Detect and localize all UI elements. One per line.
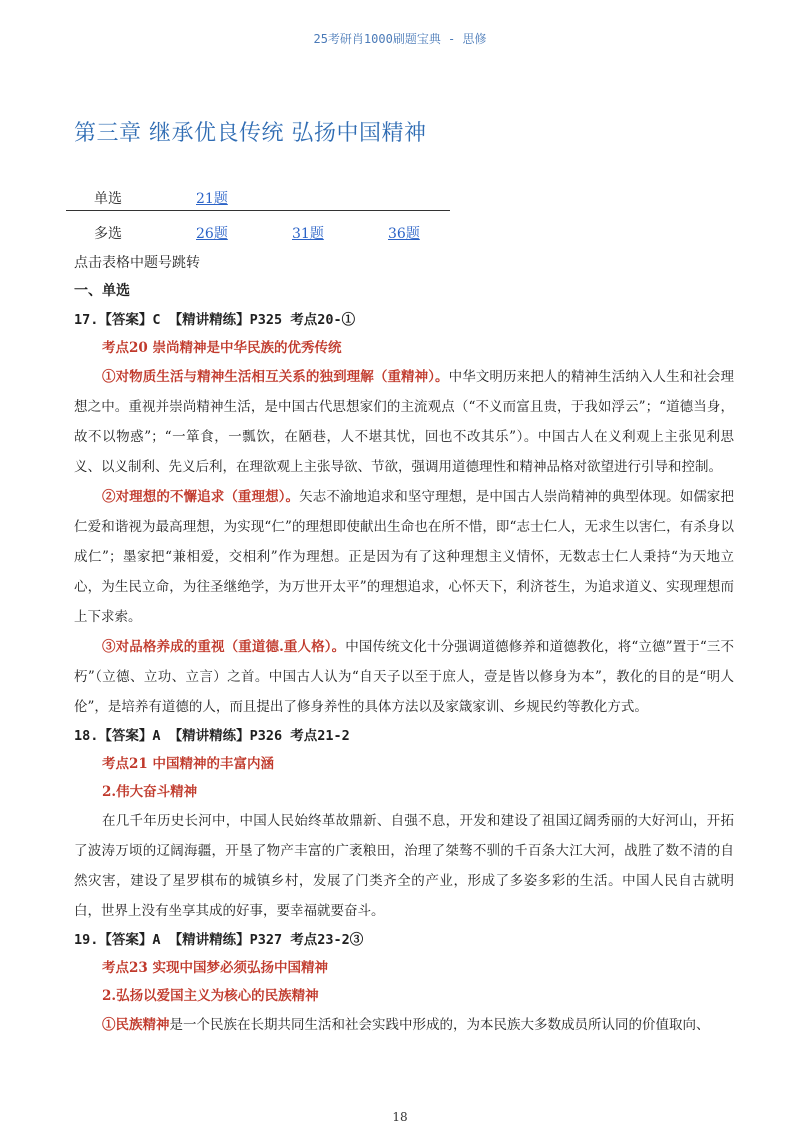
text-17-1: 中华文明历来把人的精神生活纳入人生和社会理想之中。重视并崇尚精神生活，是中国古代思想家们的主流观点（“不义而富且贵，于我如浮云”；“道德当身，故不以物惑”；“一箪食，一瓢饮，在陋巷，人不堪其忧，回也不改其乐”）。中国古人在义利观上主张见利思义、以义制利、先义后利，在理欲观上主张导欲、节欲，强调用道德理性和精神品格对欲望进行引导和控制。 [74,369,735,475]
link-q31[interactable]: 31题 [292,226,324,242]
text-19-1: 是一个民族在长期共同生活和社会实践中形成的，为本民族大多数成员所认同的价值取向、 [169,1017,710,1033]
paragraph-17-3 [74,632,734,722]
multi-choice-label: 多选 [94,226,122,242]
answer-18: 18.【答案】A 【精讲精练】P326 考点21-2 [74,728,350,744]
keypoint-23: 考点23 实现中国梦必须弘扬中国精神 [102,960,328,976]
link-q36[interactable]: 36题 [388,226,420,242]
table-row-single [66,182,450,211]
chapter-title: 第三章 继承优良传统 弘扬中国精神 [74,121,427,146]
table-row-multi [66,211,450,251]
subpoint-18: 2.伟大奋斗精神 [102,784,198,800]
page-header: 25考研肖1000刷题宝典 - 思修 [313,32,487,46]
answer-17: 17.【答案】C 【精讲精练】P325 考点20-① [74,312,356,328]
link-q26[interactable]: 26题 [196,226,228,242]
answer-content [74,306,734,1040]
section-heading: 一、单选 [74,283,130,299]
text-17-3: 中国传统文化十分强调道德修养和道德教化，将“立德”置于“三不朽”（立德、立功、立言）之首。中国古人认为“自天子以至于庶人，壹是皆以修身为本”，教化的目的是“明人伦”，是培养有道德的人，而且提出了修身养性的具体方法以及家箴家训、乡规民约等教化方式。 [74,639,734,715]
single-choice-label: 单选 [94,191,122,207]
answer-19: 19.【答案】A 【精讲精练】P327 考点23-2③ [74,932,364,948]
paragraph-19-1 [74,1010,734,1040]
highlight-17-1: ①对物质生活与精神生活相互关系的独到理解（重精神）。 [102,369,449,385]
text-17-2: 矢志不渝地追求和坚守理想，是中国古人崇尚精神的典型体现。如儒家把仁爱和谐视为最高理想，为实现“仁”的理想即使献出生命也在所不惜，即“志士仁人，无求生以害仁，有杀身以成仁”；墨家把“兼相爱，交相利”作为理想。正是因为有了这种理想主义情怀，无数志士仁人秉持“为天地立心，为生民立命，为往圣继绝学，为万世开太平”的理想追求，心怀天下，利济苍生，为追求道义、实现理想而上下求索。 [74,489,735,625]
paragraph-18-1: 在几千年历史长河中，中国人民始终革故鼎新、自强不息，开发和建设了祖国辽阔秀丽的大好河山，开拓了波涛万顷的辽阔海疆，开垦了物产丰富的广袤粮田，治理了桀骜不驯的千百条大江大河，战胜了数不清的自然灾害，建设了星罗棋布的城镇乡村，发展了门类齐全的产业，形成了多姿多彩的生活。中国人民自古就明白，世界上没有坐享其成的好事，要幸福就要奋斗。 [74,813,734,919]
subpoint-19: 2.弘扬以爱国主义为核心的民族精神 [102,988,319,1004]
highlight-17-3: ③对品格养成的重视（重道德.重人格）。 [102,639,346,655]
page-number: 18 [392,1110,408,1124]
question-index-table [66,182,450,251]
highlight-19-1: ①民族精神 [102,1017,170,1033]
jump-note: 点击表格中题号跳转 [74,255,200,271]
link-q21[interactable]: 21题 [196,191,228,207]
keypoint-21: 考点21 中国精神的丰富内涵 [102,756,274,772]
highlight-17-2: ②对理想的不懈追求（重理想）。 [102,489,300,505]
paragraph-17-1 [74,362,734,482]
paragraph-17-2 [74,482,734,632]
keypoint-20: 考点20 崇尚精神是中华民族的优秀传统 [102,340,342,356]
